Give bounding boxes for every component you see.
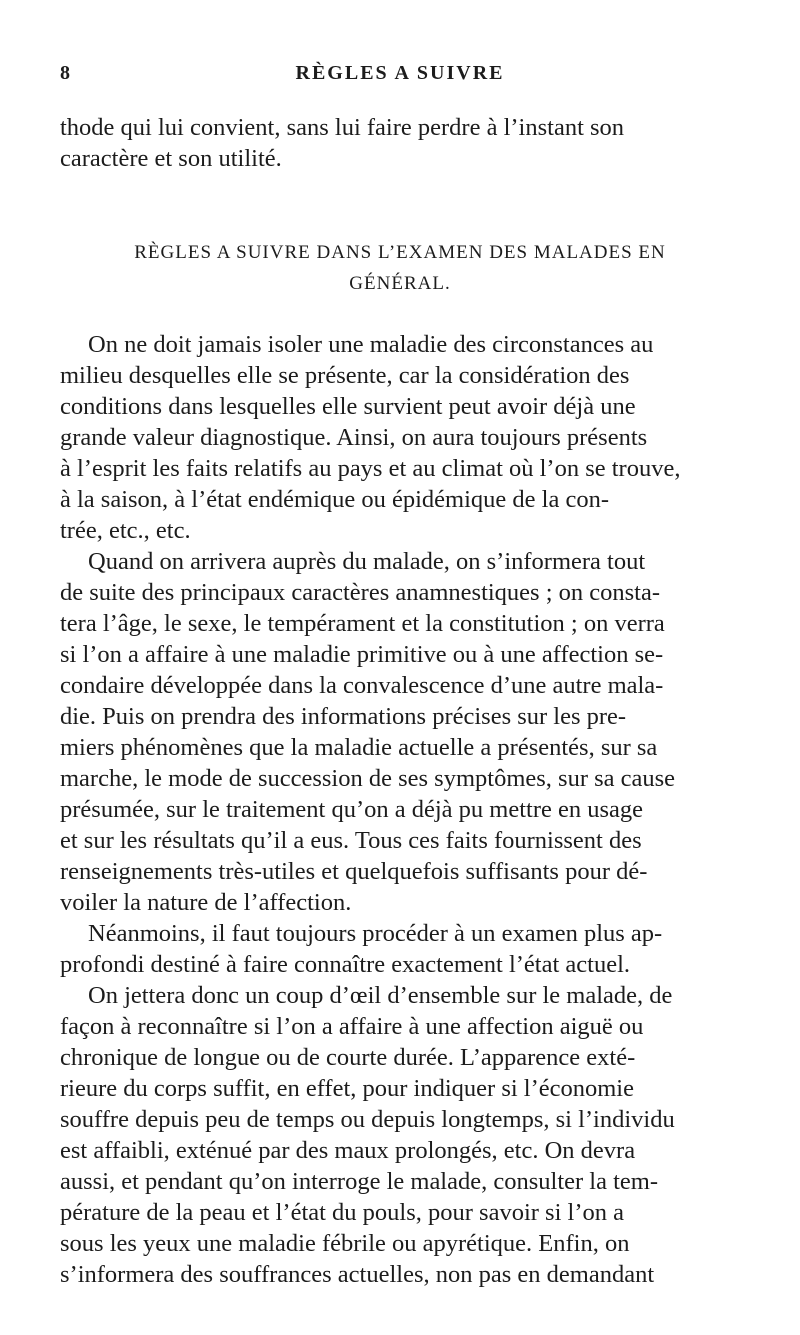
page-number: 8 [60,62,70,84]
text-line: Quand on arrivera auprès du malade, on s’informera tout [88,548,646,575]
running-title: RÈGLES A SUIVRE [295,62,505,84]
text-line: de suite des principaux caractères anamnestiques ; on consta- [60,579,661,606]
text-line: sous les yeux une maladie fébrile ou apyrétique. Enfin, on [60,1230,630,1257]
text-line: miers phénomènes que la maladie actuelle a présentés, sur sa [60,734,658,761]
paragraph [60,918,740,980]
text-line: renseignements très-utiles et quelquefois suffisants pour dé- [60,858,648,885]
text-line: pérature de la peau et l’état du pouls, pour savoir si l’on a [60,1199,624,1226]
text-line: thode qui lui convient, sans lui faire perdre à l’instant son [60,114,625,141]
text-line: On ne doit jamais isoler une maladie des circonstances au [88,331,654,358]
paragraph [60,329,740,546]
text-line: trée, etc., etc. [60,517,191,544]
opening-paragraph [60,112,740,174]
text-line: grande valeur diagnostique. Ainsi, on aura toujours présents [60,424,648,451]
main-text [60,329,740,1290]
text-line: marche, le mode de succession de ses symptômes, sur sa cause [60,765,676,792]
text-line: profondi destiné à faire connaître exactement l’état actuel. [60,951,631,978]
section-heading [60,237,740,299]
text-line: chronique de longue ou de courte durée. L’apparence exté- [60,1044,636,1071]
paragraph [60,546,740,918]
paragraph [60,980,740,1290]
running-head [60,62,740,94]
text-line: aussi, et pendant qu’on interroge le malade, consulter la tem- [60,1168,659,1195]
text-line: rieure du corps suffit, en effet, pour indiquer si l’économie [60,1075,634,1102]
text-line: die. Puis on prendra des informations précises sur les pre- [60,703,627,730]
text-line: voiler la nature de l’affection. [60,889,352,916]
text-line: s’informera des souffrances actuelles, non pas en demandant [60,1261,655,1288]
text-line: est affaibli, exténué par des maux prolongés, etc. On devra [60,1137,636,1164]
text-line: On jettera donc un coup d’œil d’ensemble sur le malade, de [88,982,673,1009]
text-line: façon à reconnaître si l’on a affaire à une affection aiguë ou [60,1013,644,1040]
text-line: si l’on a affaire à une maladie primitive ou à une affection se- [60,641,664,668]
text-line: et sur les résultats qu’il a eus. Tous ces faits fournissent des [60,827,642,854]
text-line: milieu desquelles elle se présente, car la considération des [60,362,630,389]
text-line: caractère et son utilité. [60,145,282,172]
text-line: à l’esprit les faits relatifs au pays et au climat où l’on se trouve, [60,455,681,482]
text-line: à la saison, à l’état endémique ou épidémique de la con- [60,486,610,513]
text-line: Néanmoins, il faut toujours procéder à un examen plus ap- [88,920,663,947]
text-line: conditions dans lesquelles elle survient peut avoir déjà une [60,393,636,420]
section-heading-line: RÈGLES A SUIVRE DANS L’EXAMEN DES MALADES EN [134,242,666,263]
text-line: tera l’âge, le sexe, le tempérament et la constitution ; on verra [60,610,665,637]
text-line: présumée, sur le traitement qu’on a déjà pu mettre en usage [60,796,644,823]
text-line: condaire développée dans la convalescence d’une autre mala- [60,672,664,699]
text-line: souffre depuis peu de temps ou depuis longtemps, si l’individu [60,1106,675,1133]
section-heading-line: GÉNÉRAL. [349,273,451,294]
